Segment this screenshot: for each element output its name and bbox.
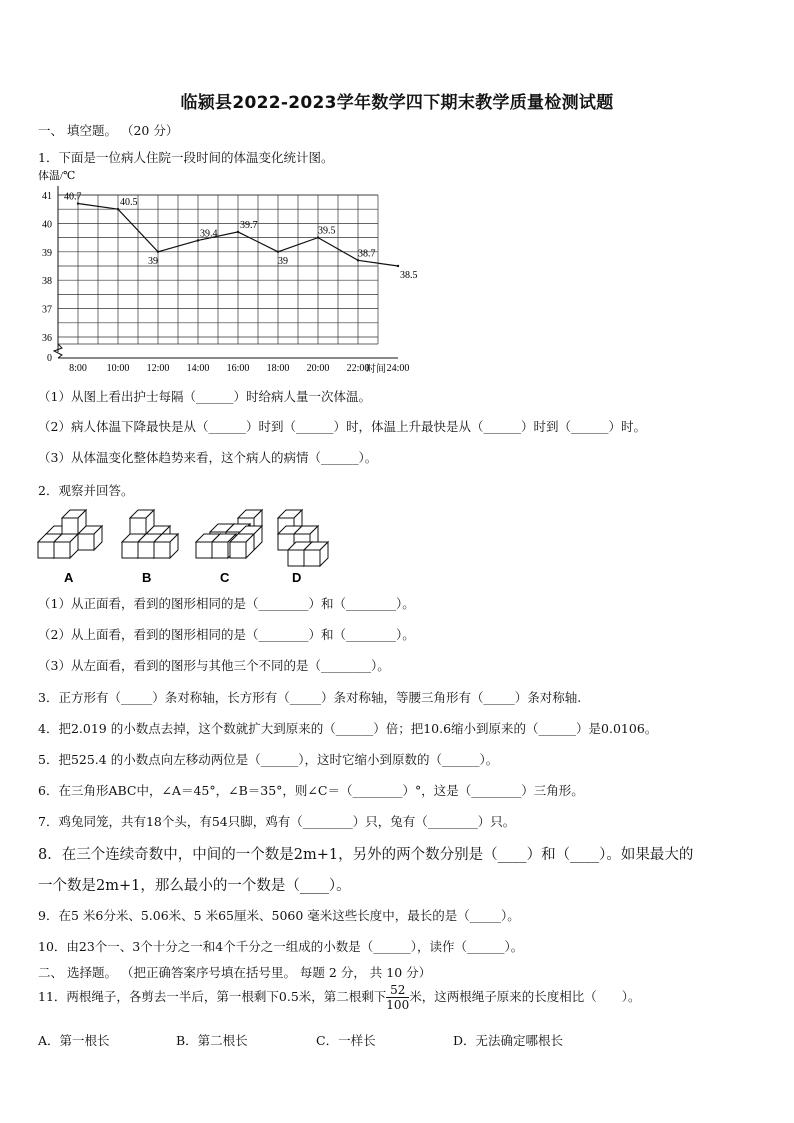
data-point [277,251,279,253]
chart-yticks [42,191,52,364]
chart-xlabel: 时间 [366,364,386,375]
data-point [357,259,359,261]
x-tick-label: 12:00 [146,363,170,374]
q11-text-before: 11．两根绳子，各剪去一半后，第一根剩下0.5米，第二根剩下 [38,989,387,1004]
data-label: 40.7 [64,191,82,203]
q11-option-a[interactable]: A．第一根长 [38,1033,110,1048]
data-point [397,265,399,267]
q1-sub1: （1）从图上看出护士每隔（______）时给病人量一次体温。 [38,389,371,404]
page-title: 临颍县2022-2023学年数学四下期末教学质量检测试题 [180,93,614,113]
q9: 9．在5 米6分米、5.06米、5 米65厘米、5060 毫米这些长度中，最长的是（_____）。 [38,908,520,923]
data-label: 39.4 [200,228,218,240]
cube-figures [30,500,350,586]
q11-fraction-numerator: 52 [386,983,409,998]
q3: 3．正方形有（_____）条对称轴，长方形有（_____）条对称轴，等腰三角形有（_____）条对称轴. [38,690,582,705]
q10: 10．由23个一、3个十分之一和4个千分之一组成的小数是（______），读作（______）。 [38,939,524,954]
data-point [197,239,199,241]
q1-sub3: （3）从体温变化整体趋势来看，这个病人的病情（______）。 [38,450,378,465]
x-tick-label: 20:00 [306,363,330,374]
q11-option-d[interactable]: D．无法确定哪根长 [453,1033,564,1048]
data-point [77,202,79,204]
q11-option-c[interactable]: C．一样长 [316,1033,376,1048]
y-tick-label: 37 [42,304,52,316]
q11-stem [38,983,640,1012]
q6: 6．在三角形ABC中，∠A＝45°，∠B＝35°，则∠C＝（________）°，这是（________）三角形。 [38,783,584,798]
x-tick-label: 8:00 [69,363,87,374]
q5: 5．把525.4 的小数点向左移动两位是（______），这时它缩小到原数的（______）。 [38,752,499,767]
data-point [317,236,319,238]
q7: 7．鸡兔同笼，共有18个头，有54只脚，鸡有（________）只，兔有（________）只。 [38,814,516,829]
y-tick-label: 36 [42,333,52,344]
y-tick-label: 41 [42,191,52,202]
q4: 4．把2.019 的小数点去掉，这个数就扩大到原来的（______）倍；把10.6缩小到原来的（______）是0.0106。 [38,721,658,736]
q1-sub2: （2）病人体温下降最快是从（______）时到（______）时，体温上升最快是从（______）时到（______）时。 [38,419,646,434]
figure-label-b: B [142,570,152,585]
figure-b [122,510,178,558]
temperature-chart [30,166,418,378]
x-tick-label: 14:00 [186,363,210,374]
q8-line1: 8．在三个连续奇数中，中间的一个数是2m+1，另外的两个数分别是（____）和（____）。如果最大的 [38,847,694,863]
chart-xticks [69,363,409,374]
q11-fraction [386,983,409,1012]
y-tick-label: 40 [42,219,52,231]
data-point [157,251,159,253]
x-tick-label: 18:00 [266,363,290,374]
q2-sub2: （2）从上面看，看到的图形相同的是（________）和（________）。 [38,627,415,642]
data-label: 39 [278,255,288,267]
q2-sub1: （1）从正面看，看到的图形相同的是（________）和（________）。 [38,596,415,611]
figure-d [278,510,328,566]
q11-option-b[interactable]: B．第二根长 [176,1033,248,1048]
y-tick-label: 39 [42,247,52,259]
y-tick-label: 0 [47,353,52,364]
data-label: 38.7 [358,248,376,260]
chart-ylabel: 体温/℃ [38,170,76,182]
x-tick-label: 22:00 [346,363,370,374]
section-1-heading: 一、 填空题。 （20 分） [38,123,179,138]
section-2-heading: 二、 选择题。 （把正确答案序号填在括号里。 每题 2 分， 共 10 分） [38,965,432,980]
q2-sub3: （3）从左面看，看到的图形与其他三个不同的是（________）。 [38,658,390,673]
data-label: 39.5 [318,225,336,237]
data-point [237,231,239,233]
data-point [117,208,119,210]
q11-text-after: 米，这两根绳子原来的长度相比（ ）。 [409,989,641,1004]
q11-fraction-denominator: 100 [386,998,410,1012]
data-label: 39 [148,255,158,267]
data-label: 39.7 [240,219,258,231]
data-label: 40.5 [120,197,138,209]
q8-line2: 一个数是2m+1，那么最小的一个数是（____）。 [38,878,351,894]
figure-label-a: A [64,570,74,585]
x-tick-label: 24:00 [386,363,410,374]
figure-c [196,510,262,558]
y-tick-label: 38 [42,276,52,288]
data-label: 38.5 [400,270,418,281]
q1-stem: 1．下面是一位病人住院一段时间的体温变化统计图。 [38,150,334,165]
figure-label-c: C [220,570,230,585]
figure-label-d: D [292,570,302,585]
x-tick-label: 10:00 [106,363,130,374]
chart-grid [54,186,398,358]
q2-stem: 2．观察并回答。 [38,483,134,498]
x-tick-label: 16:00 [226,363,250,374]
figure-a [38,510,102,558]
